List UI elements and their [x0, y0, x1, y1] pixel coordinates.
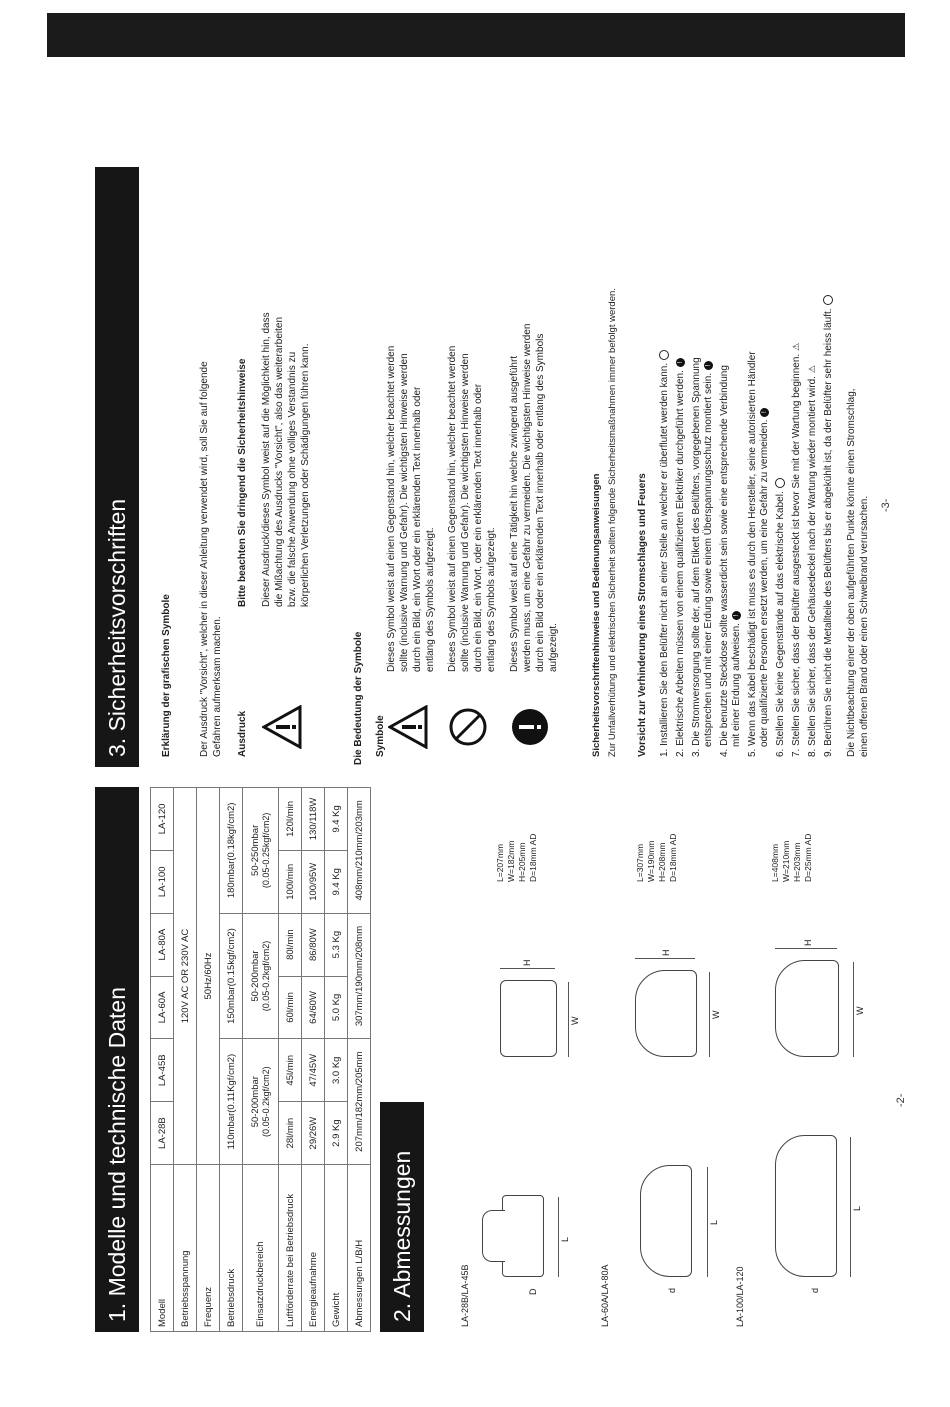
table-cell: 180mbar(0.18kgf/cm2): [220, 788, 243, 914]
unit-body: [500, 980, 557, 1057]
unit-body: [775, 960, 839, 1057]
table-header-cell: LA-28B: [151, 1102, 174, 1165]
text-line: Dieses Symbol weist auf einen Gegenstand hin, welcher beachtet werden: [386, 345, 397, 672]
table-header-cell: LA-60A: [151, 976, 174, 1039]
prohibition-icon: [823, 295, 833, 305]
table-cell: 45l/min: [279, 1039, 302, 1102]
dimension-line: [707, 1167, 708, 1277]
model-label-2: LA-60A/LA-80A: [600, 1264, 610, 1327]
item-text: 4. Die benutzte Steckdose sollte wasserdicht sein sowie eine entsprechende Verbindung: [719, 365, 730, 757]
dimension-spec-1: [495, 834, 539, 882]
text-line: Dieses Symbol weist auf einen Gegenstand hin, welcher beachtet werden: [447, 345, 458, 672]
heading-graphic-symbols: Erklärung der grafischen Symbole: [161, 594, 172, 757]
unit-handle: [482, 1210, 505, 1262]
table-label-cell: Gewicht: [325, 1165, 348, 1332]
table-row: [279, 788, 302, 1332]
section-2-title: 2. Abmessungen: [380, 1102, 424, 1332]
intro-line: Der Ausdruck "Vorsicht", welcher in dieser Anleitung verwendet wird, soll Sie auf folgende: [199, 361, 210, 757]
table-cell: [243, 788, 279, 914]
dimension-spec-2: [635, 834, 679, 882]
dimension-letter: D: [528, 1288, 538, 1295]
dimension-letter: W: [855, 1006, 865, 1015]
table-cell: 207mm/182mm/205mm: [348, 1039, 371, 1165]
dimension-letter: W: [570, 1016, 580, 1025]
dimension-line: [775, 948, 837, 949]
dim-spec: H=205mm: [517, 842, 527, 882]
dimension-letter: H: [661, 949, 671, 956]
table-cell: 47/45W: [302, 1039, 325, 1102]
table-label-cell: Betriebsspannung: [174, 1165, 197, 1332]
mandatory-icon: !: [732, 611, 741, 620]
unit-body: [775, 1135, 837, 1277]
table-label-cell: Einsatzdruckbereich: [243, 1165, 279, 1332]
table-row: [220, 788, 243, 1332]
section-3-title: 3. Sicherheitsvorschriften: [95, 167, 139, 767]
unit-drawing-side-1: [470, 957, 580, 1077]
list-item: [674, 197, 687, 757]
safety-intro: Zur Unfallverhütung und elektrischen Sicherheit sollten folgende Sicherheitsmaßnahmen immer befolgt werden.: [607, 288, 618, 757]
vorsicht-text: [260, 312, 312, 607]
table-cell: 80l/min: [279, 913, 302, 976]
closing-line: Die Nichtbeachtung einer der oben aufgeführten Punkte könnte einen Stromschlag,: [846, 388, 857, 757]
intro-line: Gefahren aufmerksam machen.: [212, 616, 223, 757]
ausdruck-label: Ausdruck: [237, 710, 248, 757]
list-item: [774, 197, 787, 757]
dimension-spec-3: [770, 834, 814, 882]
item-text: mit einer Erdung aufweisen.: [731, 623, 742, 747]
table-row: [151, 788, 174, 1332]
table-cell: 3.0 Kg: [325, 1039, 348, 1102]
table-header-cell: Modell: [151, 1165, 174, 1332]
table-cell: 120l/min: [279, 788, 302, 851]
page-number-left: -2-: [895, 1093, 907, 1107]
table-cell: [243, 1039, 279, 1165]
warning-triangle-icon: [262, 705, 302, 749]
list-item: [702, 187, 715, 747]
text-line: sollte (inclusive Warnung und Gefahr). Die wichtigsten Hinweise werden: [460, 353, 471, 672]
page-number-right: -3-: [880, 498, 892, 512]
mandatory-icon: !: [760, 408, 769, 417]
unit-body: [502, 1195, 544, 1277]
table-cell: 150mbar(0.15kgf/cm2): [220, 913, 243, 1039]
range-sub: (0.05-0.2kgf/cm2): [261, 1066, 271, 1137]
unit-drawing-front-1: [480, 1177, 575, 1297]
dimension-line: [635, 958, 695, 959]
closing-line: einen offenen Brand oder einen Schwelbrand verursachen.: [859, 495, 870, 757]
text-line: entlang des Symbols aufgezeigt.: [425, 527, 436, 672]
text-line: die Mißachtung des Ausdrucks "Vorsicht", also das weiterarbeiten: [274, 316, 285, 607]
warning-icon: ⚠: [791, 342, 801, 351]
table-row: [174, 788, 197, 1332]
text-line: bzw. die falsche Anwendung ohne volliges Verstandnis zu: [287, 351, 298, 607]
text-line: durch ein Bild oder ein erklärenden Text innerhalb oder entlang des Symbols: [535, 333, 546, 672]
prevention-list: [658, 157, 868, 757]
mandatory-icon: !: [676, 358, 685, 367]
range-value: 50-200mbar: [250, 950, 261, 1002]
table-label-cell: Luftförderrate bei Betriebsdruck: [279, 1165, 302, 1332]
table-header-cell: LA-45B: [151, 1039, 174, 1102]
prohibition-icon: [448, 707, 488, 747]
table-cell: 307mm/190mm/208mm: [348, 913, 371, 1039]
table-cell: 5.0 Kg: [325, 976, 348, 1039]
unit-drawing-side-2: [605, 947, 725, 1077]
text-line: durch ein Bild, ein Wort oder ein erklärenden Text innerhalb oder: [412, 386, 423, 672]
dimension-line: [558, 1197, 559, 1277]
table-cell: 9.4 Kg: [325, 788, 348, 851]
table-row: [348, 788, 371, 1332]
dim-spec: L=408mm: [770, 843, 780, 882]
model-label-1: LA-28B/LA-45B: [460, 1264, 470, 1327]
model-label-3: LA-100/LA-120: [735, 1266, 745, 1327]
item-text: entsprechen und mit einer Erdung sowie einem Überspannungsschutz montiert sein.: [703, 372, 714, 747]
table-cell: 110mbar(0.11Kgf/cm2): [220, 1039, 243, 1165]
dimension-letter: L: [852, 1205, 862, 1211]
range-value: 50-200mbar: [250, 1076, 261, 1128]
table-row: [325, 788, 348, 1332]
list-item: [790, 197, 803, 757]
table-cell: 100/95W: [302, 850, 325, 913]
unit-body: [640, 1165, 692, 1277]
dimension-letter: L: [560, 1236, 570, 1242]
text-line: durch ein Bild, ein Wort, oder ein erklärenden Text innerhalb oder: [473, 383, 484, 672]
dimension-line: [853, 962, 854, 1057]
item-text: 9. Berühren Sie nicht die Metallteile des Belüfters bis er abgekühlt ist, da der Belüfter sehr heiss läuft.: [823, 308, 834, 757]
list-item: [758, 187, 771, 747]
dimension-letter: L: [709, 1219, 719, 1225]
dimension-letter: W: [711, 1010, 721, 1019]
text-line: aufgezeigt.: [548, 623, 559, 672]
dimension-letter: H: [522, 959, 532, 966]
mandatory-icon: !: [704, 361, 713, 370]
list-item: [730, 187, 743, 747]
symbol-2-text: [446, 346, 498, 672]
item-text: 5. Wenn das Kabel beschädigt ist muss es durch den Hersteller, seine autorisierten Händler: [747, 351, 758, 757]
table-label-cell: Abmessungen L/B/H: [348, 1165, 371, 1332]
heading-prevention: Vorsicht zur Verhinderung eines Stromschlages und Feuers: [637, 473, 648, 757]
dim-spec: D=25mm AD: [803, 833, 813, 882]
prohibition-icon: [659, 350, 669, 360]
safety-section: [0, 37, 950, 765]
table-cell: 60l/min: [279, 976, 302, 1039]
table-header-cell: LA-120: [151, 788, 174, 851]
table-header-cell: LA-80A: [151, 913, 174, 976]
range-value: 50-250mbar: [250, 824, 261, 876]
list-item: [806, 197, 819, 757]
unit-drawing-front-2: [615, 1147, 725, 1297]
unit-body: [635, 970, 697, 1057]
table-label-cell: Betriebsdruck: [220, 1165, 243, 1332]
section-1-title: 1. Modelle und technische Daten: [95, 787, 139, 1332]
dim-spec: W=182mm: [506, 840, 516, 882]
item-text: oder qualifizierte Personen ersetzt werden, um eine Gefahr zu vermeiden.: [759, 419, 770, 747]
table-label-cell: Energieaufnahme: [302, 1165, 325, 1332]
dim-spec: W=190mm: [646, 840, 656, 882]
heading-safety-instructions: Sicherheitsvorschriftenhinweise und Bedienungsanweisungen: [591, 473, 602, 757]
table-label-cell: Frequenz: [197, 1165, 220, 1332]
item-text: 3. Die Stromversorgung sollte der, auf dem Etikett des Belüfters, vorgegebenen Spannung: [691, 357, 702, 757]
dim-spec: H=203mm: [792, 842, 802, 882]
table-cell: 2.9 Kg: [325, 1102, 348, 1165]
dimension-line: [709, 972, 710, 1057]
unit-drawing-front-3: [750, 1122, 870, 1297]
table-row: [197, 788, 220, 1332]
range-sub: (0.05-0.25kgf/cm2): [261, 812, 271, 889]
dim-spec: D=18mm AD: [528, 833, 538, 882]
dimension-letter: d: [810, 1287, 820, 1293]
text-line: entlang des Symbols aufgezeigt.: [486, 527, 497, 672]
dim-spec: L=207mm: [495, 843, 505, 882]
symbole-label: Symbole: [375, 715, 386, 757]
dim-spec: W=210mm: [781, 840, 791, 882]
list-item: [658, 197, 671, 757]
dim-spec: D=18mm AD: [668, 833, 678, 882]
item-text: 1. Installieren Sie den Belüfter nicht an einer Stelle an welcher er überflutet werden kann.: [659, 362, 670, 757]
item-text: 6. Stellen Sie keine Gegenstände auf das elektrische Kabel.: [775, 491, 786, 757]
text-line: körperlichen Verletzungen oder Schädigungen führen kann.: [300, 343, 311, 607]
item-text: 2. Elektrische Arbeiten müssen von einem qualifizierten Elektriker durchgeführt werden.: [675, 370, 686, 757]
table-cell: 130/118W: [302, 788, 325, 851]
symbol-1-text: [385, 346, 437, 672]
dim-spec: L=307mm: [635, 843, 645, 882]
item-text: 8. Stellen Sie sicher, dass der Gehäusedeckel nach der Wartung wieder montiert wird.: [807, 376, 818, 757]
dimension-line: [500, 968, 555, 969]
text-line: Dieser Ausdruck/dieses Symbol weist auf die Möglichkeit hin, dass: [261, 312, 272, 607]
table-cell: 50Hz/60Hz: [197, 788, 220, 1165]
table-cell: 100l/min: [279, 850, 302, 913]
spec-table: [150, 787, 371, 1332]
text-line: sollte (inclusive Warnung und Gefahr). Die wichtigsten Hinweise werden: [399, 353, 410, 672]
heading-symbol-meaning: Die Bedeutung der Symbole: [353, 631, 364, 765]
dim-spec: H=208mm: [657, 842, 667, 882]
caution-triangle-icon: [388, 705, 428, 749]
unit-drawing-side-3: [745, 937, 870, 1077]
list-item: [822, 197, 835, 757]
item-text: 7. Stellen Sie sicher, dass der Belüfter ausgesteckt ist bevor Sie mit der Wartung beginnen.: [791, 353, 802, 757]
table-cell: 64/60W: [302, 976, 325, 1039]
dimension-line: [850, 1137, 851, 1277]
dimension-line: [568, 982, 569, 1057]
prohibition-icon: [775, 478, 785, 488]
table-cell: 120V AC OR 230V AC: [174, 788, 197, 1165]
text-line: werden muss, um eine Gefahr zu vermeiden. Die wichtigsten Hinweise werden: [522, 323, 533, 672]
table-cell: 86/80W: [302, 913, 325, 976]
table-cell: [243, 913, 279, 1039]
dimension-letter: H: [803, 939, 813, 946]
table-cell: 5.3 Kg: [325, 913, 348, 976]
table-cell: 29/26W: [302, 1102, 325, 1165]
table-header-cell: LA-100: [151, 850, 174, 913]
table-cell: 28l/min: [279, 1102, 302, 1165]
bitte-heading: Bitte beachten Sie dringend die Sicherheitshinweise: [237, 358, 248, 607]
dimension-letter: d: [667, 1287, 677, 1293]
warning-icon: ⚠: [807, 364, 817, 374]
symbol-3-text: [508, 324, 560, 673]
mandatory-action-icon: [510, 707, 550, 747]
table-cell: 9.4 Kg: [325, 850, 348, 913]
text-line: Dieses Symbol weist auf eine Tätigkeit hin welche zwingend ausgeführt: [509, 355, 520, 672]
range-sub: (0.05-0.2kgf/cm2): [261, 940, 271, 1012]
table-row: [302, 788, 325, 1332]
table-row: [243, 788, 279, 1332]
table-cell: 408mm/210mm/203mm: [348, 788, 371, 914]
